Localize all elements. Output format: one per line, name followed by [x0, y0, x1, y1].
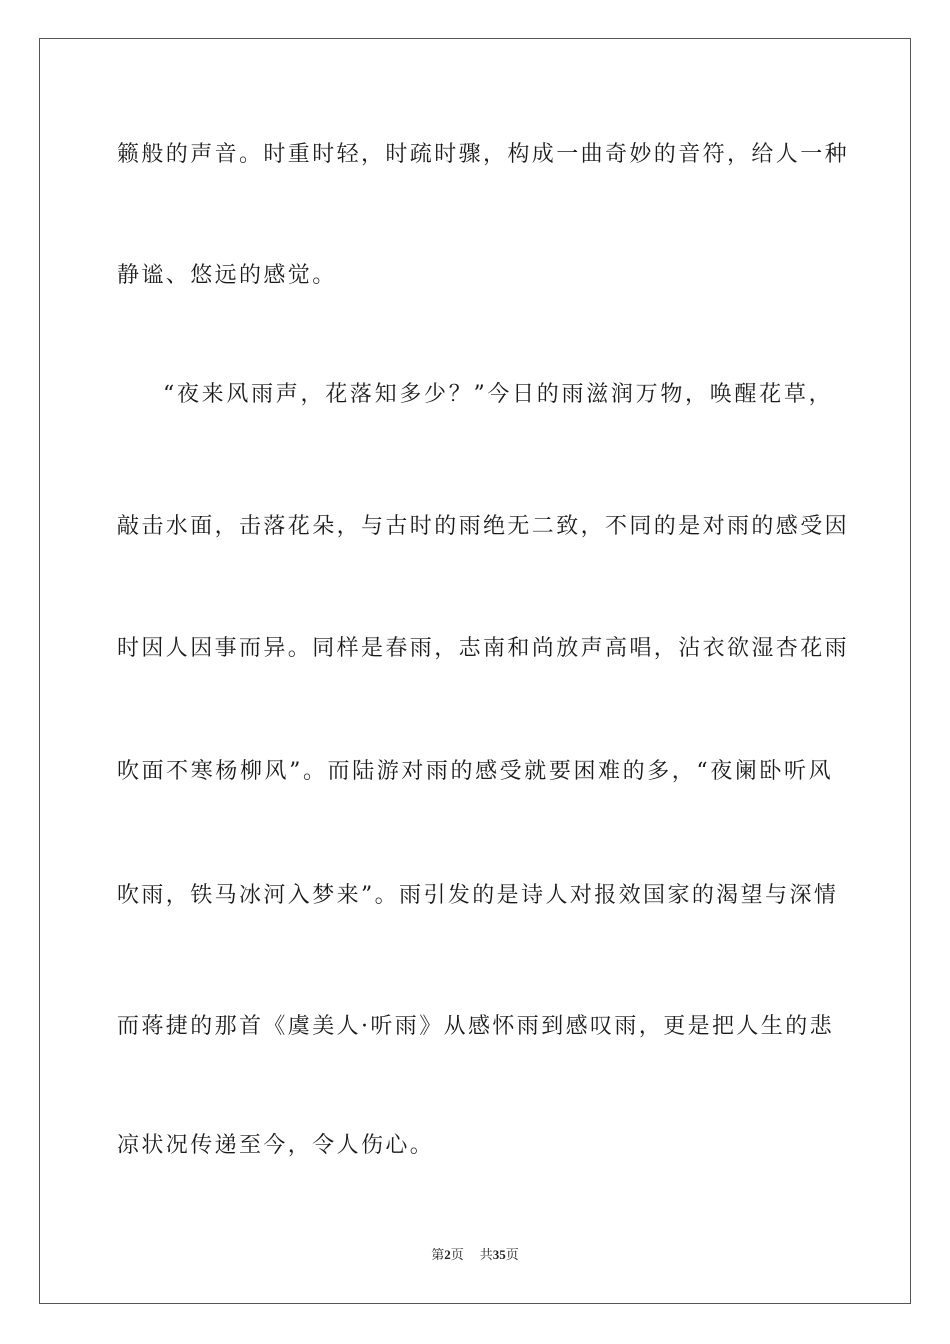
total-suffix: 页: [505, 1248, 519, 1263]
text-line-6: 吹面不寒杨柳风”。而陆游对雨的感受就要困难的多，“夜阑卧听风: [117, 759, 833, 784]
text-line-3: “夜来风雨声，花落知多少？”今日的雨滋润万物，唤醒花草，: [163, 382, 833, 407]
page-prefix: 第: [431, 1248, 445, 1263]
text-line-1: 籁般的声音。时重时轻，时疏时骤，构成一曲奇妙的音符，给人一种: [117, 142, 850, 167]
page-number: 2: [444, 1247, 451, 1262]
page-border: [39, 38, 911, 1304]
text-line-7: 吹雨，铁马冰河入梦来”。雨引发的是诗人对报效国家的渴望与深情: [117, 883, 839, 908]
text-line-4: 敲击水面，击落花朵，与古时的雨绝无二致，不同的是对雨的感受因: [117, 514, 850, 539]
page-suffix: 页: [450, 1248, 464, 1263]
page-footer: [0, 1246, 950, 1265]
text-line-8: 而蒋捷的那首《虞美人·听雨》从感怀雨到感叹雨，更是把人生的悲: [117, 1014, 834, 1039]
text-line-5: 时因人因事而异。同样是春雨，志南和尚放声高唱，沾衣欲湿杏花雨: [117, 636, 850, 661]
total-prefix: 共: [479, 1248, 493, 1263]
text-line-2: 静谧、悠远的感觉。: [117, 263, 337, 288]
total-pages: 35: [492, 1247, 506, 1262]
text-line-9: 凉状况传递至今，令人伤心。: [117, 1133, 435, 1158]
